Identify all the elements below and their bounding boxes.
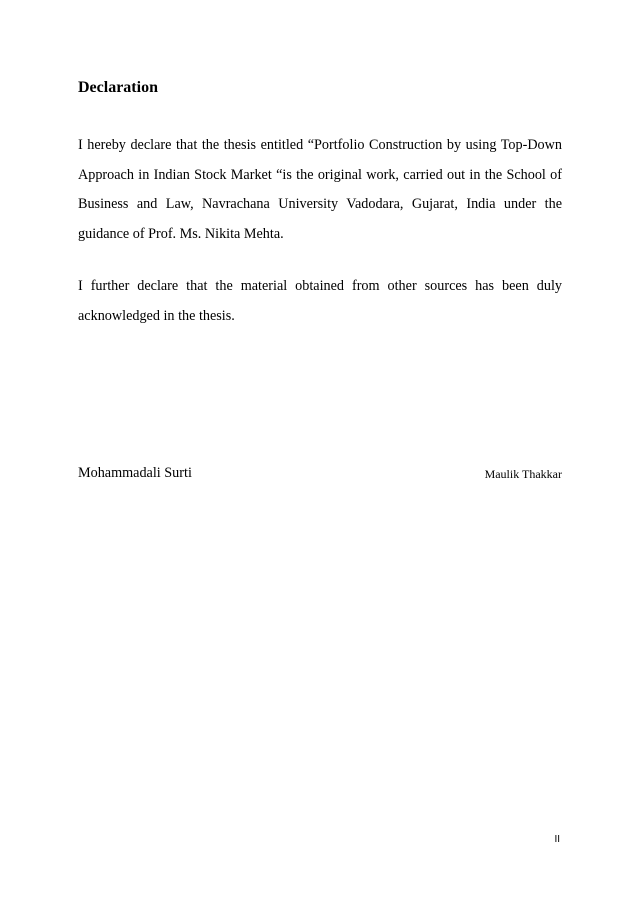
- declaration-paragraph: I hereby declare that the thesis entitled “Portfolio Construction by using Top-Down Approach in Indian Stock Market “is the original work, carried out in the School of Business and Law, Navrachana University Vadodara, Gujarat, India under the guidance of Prof. Ms. Nikita Mehta.: [78, 137, 562, 242]
- acknowledgement-paragraph: I further declare that the material obtained from other sources has been duly acknowledged in the thesis.: [78, 278, 562, 324]
- signatory-left: Mohammadali Surti: [78, 465, 192, 481]
- page-title: Declaration: [78, 79, 158, 96]
- signatory-right: Maulik Thakkar: [484, 467, 562, 481]
- page-number: II: [554, 834, 560, 845]
